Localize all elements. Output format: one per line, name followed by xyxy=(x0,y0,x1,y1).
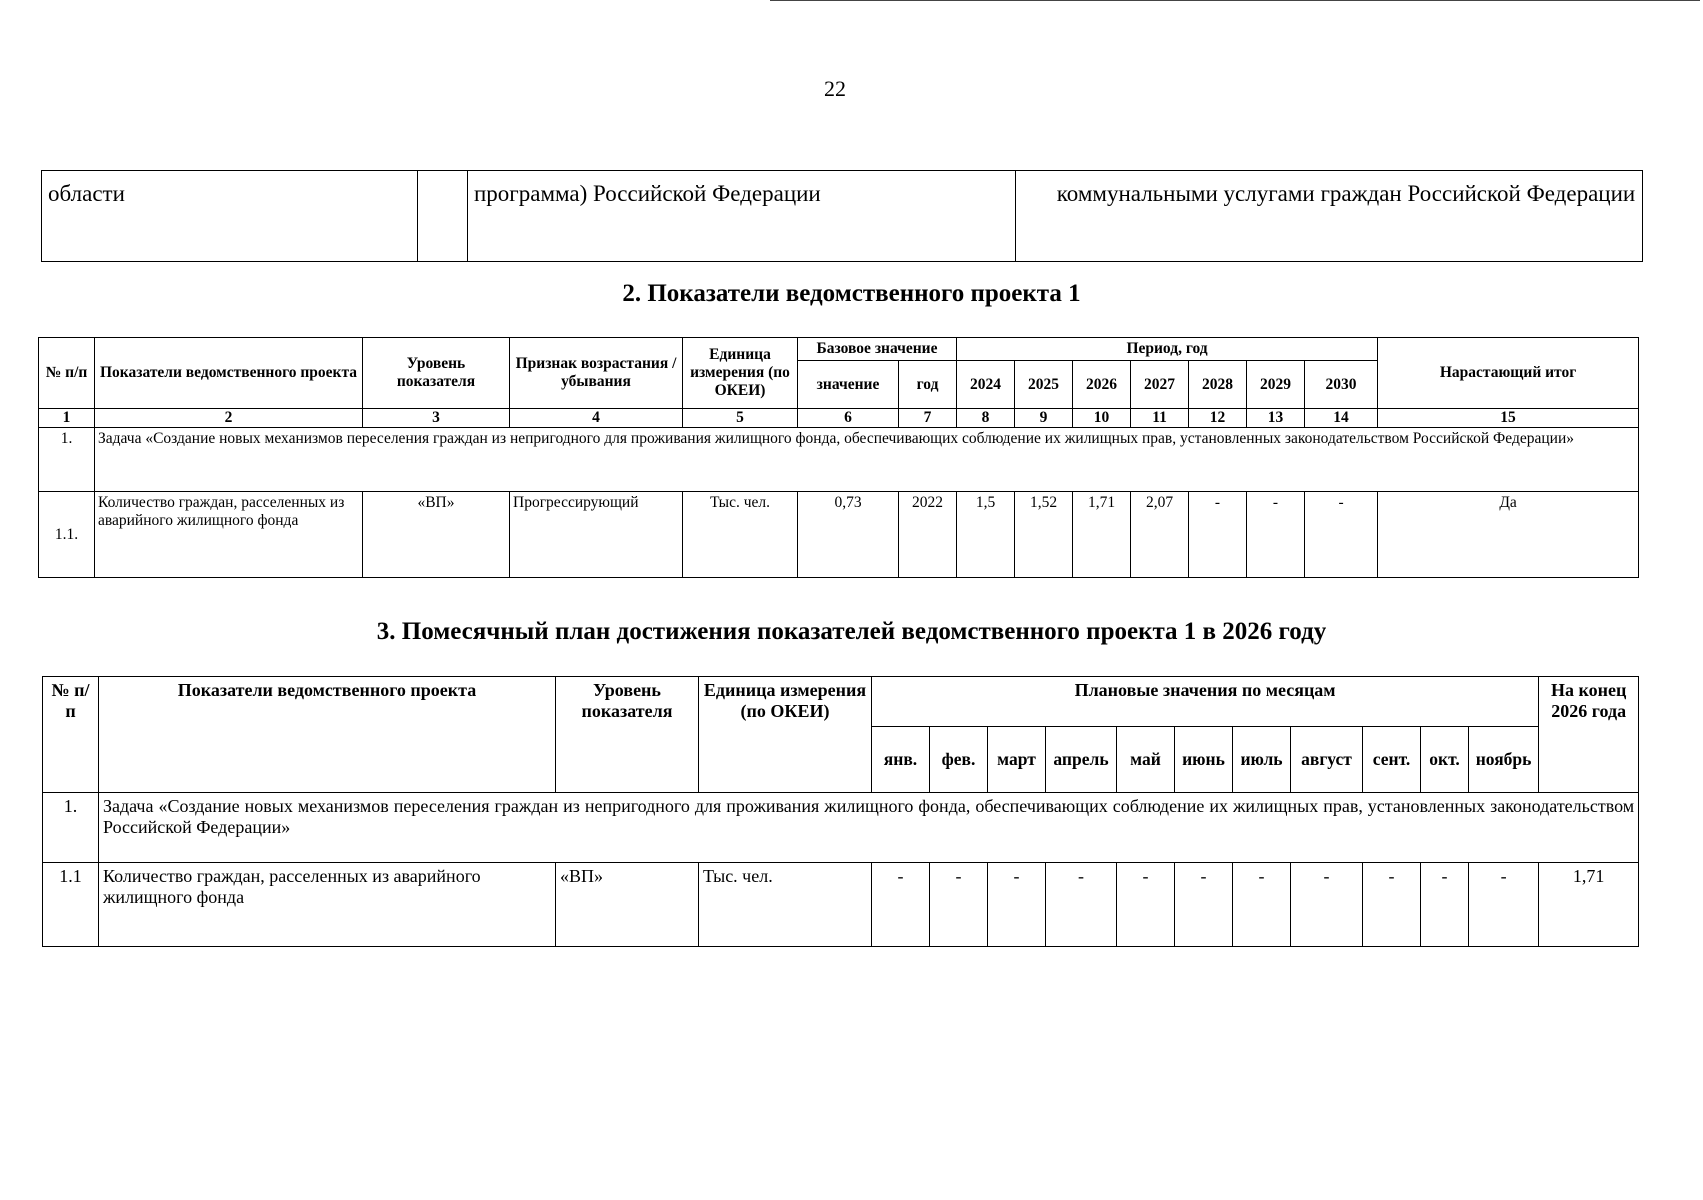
column-number: 8 xyxy=(957,409,1015,428)
header-month: фев. xyxy=(930,727,988,793)
column-number: 7 xyxy=(899,409,957,428)
column-number: 12 xyxy=(1189,409,1247,428)
header-row xyxy=(43,677,1639,727)
row-year-value: 1,52 xyxy=(1015,492,1073,578)
table-row xyxy=(42,171,1643,262)
section-3-title: 3. Помесячный план достижения показателей ведомственного проекта 1 в 2026 году xyxy=(376,618,1327,645)
row-cumulative: Да xyxy=(1378,492,1639,578)
header-month: май xyxy=(1117,727,1175,793)
row-num: 1.1 xyxy=(43,863,99,947)
header-year: 2028 xyxy=(1189,361,1247,409)
row-year-value: 2,07 xyxy=(1131,492,1189,578)
header-year: 2029 xyxy=(1247,361,1305,409)
column-number: 5 xyxy=(683,409,798,428)
header-month: июль xyxy=(1233,727,1291,793)
row-year-value: - xyxy=(1189,492,1247,578)
header-month: август xyxy=(1291,727,1363,793)
header-row xyxy=(39,338,1639,361)
header-unit: Единица измерения (по ОКЕИ) xyxy=(683,338,798,409)
task-text: Задача «Создание новых механизмов переселения граждан из непригодного для проживания жилищного фонда, обеспечивающих соблюдение их жилищных прав, установленных законодательством Российской Федерации» xyxy=(95,428,1639,492)
row-month-value: - xyxy=(872,863,930,947)
table-cell: программа) Российской Федерации xyxy=(468,171,1016,262)
row-level: «ВП» xyxy=(556,863,699,947)
table-cell: коммунальными услугами граждан Российской Федерации xyxy=(1016,171,1643,262)
header-year: 2030 xyxy=(1305,361,1378,409)
task-num: 1. xyxy=(39,428,95,492)
task-num: 1. xyxy=(43,793,99,863)
header-month: апрель xyxy=(1046,727,1117,793)
header-year: 2024 xyxy=(957,361,1015,409)
row-end-value: 1,71 xyxy=(1539,863,1639,947)
header-level: Уровень показателя xyxy=(363,338,510,409)
header-month: окт. xyxy=(1421,727,1469,793)
continuation-table xyxy=(41,170,1643,262)
column-number: 14 xyxy=(1305,409,1378,428)
monthly-plan-table xyxy=(42,676,1639,947)
column-number: 13 xyxy=(1247,409,1305,428)
header-indicator: Показатели ведомственного проекта xyxy=(95,338,363,409)
table-cell xyxy=(418,171,468,262)
header-num: № п/п xyxy=(43,677,99,793)
row-month-value: - xyxy=(1233,863,1291,947)
column-number: 10 xyxy=(1073,409,1131,428)
task-row xyxy=(39,428,1639,492)
header-year: 2025 xyxy=(1015,361,1073,409)
table-row xyxy=(39,492,1639,578)
column-number: 9 xyxy=(1015,409,1073,428)
row-year-value: - xyxy=(1305,492,1378,578)
row-month-value: - xyxy=(1469,863,1539,947)
row-trend: Прогрессирующий xyxy=(510,492,683,578)
header-month: март xyxy=(988,727,1046,793)
row-level: «ВП» xyxy=(363,492,510,578)
header-year: 2026 xyxy=(1073,361,1131,409)
row-year-value: 1,5 xyxy=(957,492,1015,578)
header-month: сент. xyxy=(1363,727,1421,793)
header-month: июнь xyxy=(1175,727,1233,793)
row-num: 1.1. xyxy=(39,492,95,578)
header-base-value: значение xyxy=(798,361,899,409)
page-number: 22 xyxy=(824,76,846,101)
top-rule xyxy=(770,0,1700,1)
row-month-value: - xyxy=(1117,863,1175,947)
header-base-year: год xyxy=(899,361,957,409)
header-unit: Единица измерения (по ОКЕИ) xyxy=(699,677,872,793)
indicators-table xyxy=(38,337,1639,578)
header-level: Уровень показателя xyxy=(556,677,699,793)
row-base-value: 0,73 xyxy=(798,492,899,578)
header-year: 2027 xyxy=(1131,361,1189,409)
column-number: 1 xyxy=(39,409,95,428)
header-cumulative: Нарастающий итог xyxy=(1378,338,1639,409)
column-number: 6 xyxy=(798,409,899,428)
row-month-value: - xyxy=(988,863,1046,947)
task-text: Задача «Создание новых механизмов переселения граждан из непригодного для проживания жилищного фонда, обеспечивающих соблюдение их жилищных прав, установленных законодательством Российской Федерации» xyxy=(99,793,1639,863)
table-row xyxy=(43,863,1639,947)
column-number: 11 xyxy=(1131,409,1189,428)
row-unit: Тыс. чел. xyxy=(699,863,872,947)
header-month: янв. xyxy=(872,727,930,793)
row-base-year: 2022 xyxy=(899,492,957,578)
header-end: На конец 2026 года xyxy=(1539,677,1639,793)
row-indicator: Количество граждан, расселенных из аварийного жилищного фонда xyxy=(99,863,556,947)
header-month: ноябрь xyxy=(1469,727,1539,793)
row-month-value: - xyxy=(1363,863,1421,947)
row-indicator: Количество граждан, расселенных из аварийного жилищного фонда xyxy=(95,492,363,578)
row-year-value: - xyxy=(1247,492,1305,578)
header-num: № п/п xyxy=(39,338,95,409)
column-number: 4 xyxy=(510,409,683,428)
header-period: Период, год xyxy=(957,338,1378,361)
column-number: 2 xyxy=(95,409,363,428)
row-year-value: 1,71 xyxy=(1073,492,1131,578)
header-planned: Плановые значения по месяцам xyxy=(872,677,1539,727)
column-number-row xyxy=(39,409,1639,428)
header-indicator: Показатели ведомственного проекта xyxy=(99,677,556,793)
row-month-value: - xyxy=(930,863,988,947)
table-cell: области xyxy=(42,171,418,262)
header-trend: Признак возрастания / убывания xyxy=(510,338,683,409)
header-base: Базовое значение xyxy=(798,338,957,361)
row-unit: Тыс. чел. xyxy=(683,492,798,578)
row-month-value: - xyxy=(1175,863,1233,947)
task-row xyxy=(43,793,1639,863)
row-month-value: - xyxy=(1421,863,1469,947)
row-month-value: - xyxy=(1046,863,1117,947)
row-month-value: - xyxy=(1291,863,1363,947)
column-number: 3 xyxy=(363,409,510,428)
section-2-title: 2. Показатели ведомственного проекта 1 xyxy=(622,280,1081,307)
column-number: 15 xyxy=(1378,409,1639,428)
